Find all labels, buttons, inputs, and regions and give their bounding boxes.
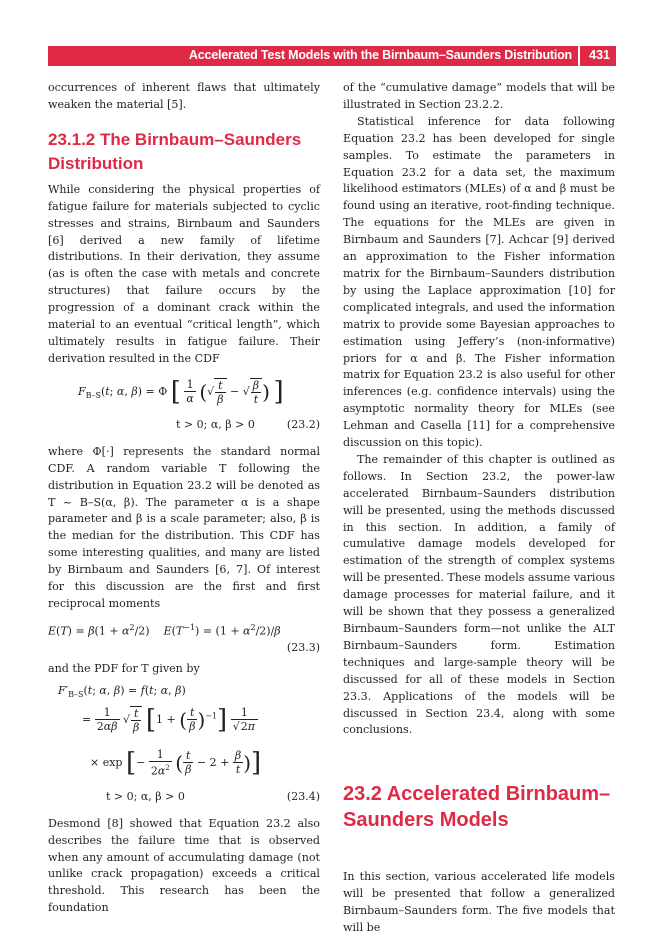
left-column xyxy=(48,80,320,917)
paragraph: The remainder of this chapter is outlined as follows. In Section 23.2, the power-law accelerated Birnbaum–Saunders distribution will be presented, using the methods discussed in this section. In addition, a family of cumulative damage models developed for estimation of the strength of complex systems will be presented. These models assume various damage processes for material failure, and it will be shown that they possess a generalized Birnbaum–Saunders form—not unlike the ALT Birnbaum–Saunders form. Estimation techniques and large-sample theory will be discussed for all of these models in Section 23.3. Applications of the models will be discussed in Section 23.4, along with some conclusions. xyxy=(343,452,615,737)
paragraph: Desmond [8] showed that Equation 23.2 also describes the failure time that is observed when any amount of accumulating damage (not unlike crack propagation) exceeds a critical threshold. This research has been the foundation xyxy=(48,816,320,915)
equation-condition: t > 0; α, β > 0 xyxy=(106,789,185,803)
paragraph: occurrences of inherent flaws that ultimately weaken the material [5]. xyxy=(48,81,320,111)
pdf-formula-line-2: = $\frac{1}{2\alpha\beta}$ √ $\frac{t}{\beta}$ [1 + ( $\frac{t}{\beta}$ )$^{-1}$] $\frac{1}{√2\pi}$ xyxy=(82,706,258,734)
equation-23-3 xyxy=(48,623,320,661)
equation-number: (23.4) xyxy=(286,789,320,803)
running-header xyxy=(48,46,616,66)
equation-condition: t > 0; α, β > 0 xyxy=(176,417,255,431)
pdf-formula-line-3: × exp [− $\frac{1}{2\alpha^2}$ ( $\frac{t}{\beta}$ − 2 + $\frac{\beta}{t}$ )] xyxy=(90,747,262,778)
paragraph: and the PDF for T given by xyxy=(48,661,200,675)
right-column xyxy=(343,80,615,937)
equation-number: (23.2) xyxy=(286,417,320,431)
pdf-formula-line-1: $F'_{B-S}(t$; α, β) = f(t; α, β) xyxy=(58,683,186,699)
cdf-formula: $F_{B-S}(t$; α, β) = Φ [ $\frac{1}{\alpha}$ (√ $\frac{t}{\beta}$ − √ $\frac{\beta}{t}$ ) ] xyxy=(78,376,284,407)
paragraph: While considering the physical properties of fatigue failure for materials subjected to cyclic stresses and strains, Birnbaum and Saunders [6] derived a new family of lifetime distributions. In their derivation, they assume (as is often the case with metals and concrete structures) that failure occurs by the progression of a dominant crack within the material to an eventual “critical length”, which ultimately results in fatigue failure. Their derivation resulted in the CDF xyxy=(48,182,320,365)
running-title: Accelerated Test Models with the Birnbaum–Saunders Distribution xyxy=(188,48,572,62)
equation-23-2 xyxy=(48,374,320,438)
page-number: 431 xyxy=(589,48,610,62)
paragraph: of the “cumulative damage” models that will be illustrated in Section 23.2.2. xyxy=(343,81,615,111)
equation-number: (23.3) xyxy=(286,640,320,654)
paragraph: In this section, various accelerated life models will be presented that follow a generalized Birnbaum–Saunders form. The five models that will be xyxy=(343,870,615,935)
paragraph: Statistical inference for data following Equation 23.2 has been developed for single samples. To estimate the parameters in Equation 23.2 for a data set, the maximum likelihood estimators (MLEs) of α and β must be found using an iterative, root-finding technique. The equations for the MLEs are given in Birnbaum and Saunders [7]. Achcar [9] derived an approximation to the Fisher information matrix for the Birnbaum–Saunders distribution by using the Laplace approximation [10] for complicated integrals, and used the information matrix to provide some Bayesian approaches to estimation using Jeffery’s (non-informative) priors for α and β. The Fisher information matrix for Equation 23.2 is also useful for other inferences (e.g. confidence intervals) using the asymptotic normality theory for MLEs (see Lehman and Casella [11] for a comprehensive discussion on this topic). xyxy=(343,114,615,450)
moments-formula: $E(T) = \beta(1 + \alpha^2/2)$ $E(T^{-1}) = (1 + \alpha^2/2)/\beta$ xyxy=(48,622,281,638)
paragraph: where Φ[·] represents the standard normal CDF. A random variable T following the distribution in Equation 23.2 will be denoted as T ~ B–S(α, β). The parameter α is a shape parameter and β is a scale parameter; also, β is the median for the distribution. This CDF has some interesting qualities, and many are listed by Birnbaum and Saunders [6, 7]. Of interest for this discussion are the first and first reciprocal moments xyxy=(48,444,320,610)
section-heading-23-2: 23.2 Accelerated Birnbaum–Saunders Models xyxy=(343,783,611,832)
header-divider xyxy=(578,46,580,66)
equation-23-4 xyxy=(48,684,320,808)
section-heading-23-1-2: 23.1.2 The Birnbaum–Saunders Distribution xyxy=(48,129,302,173)
